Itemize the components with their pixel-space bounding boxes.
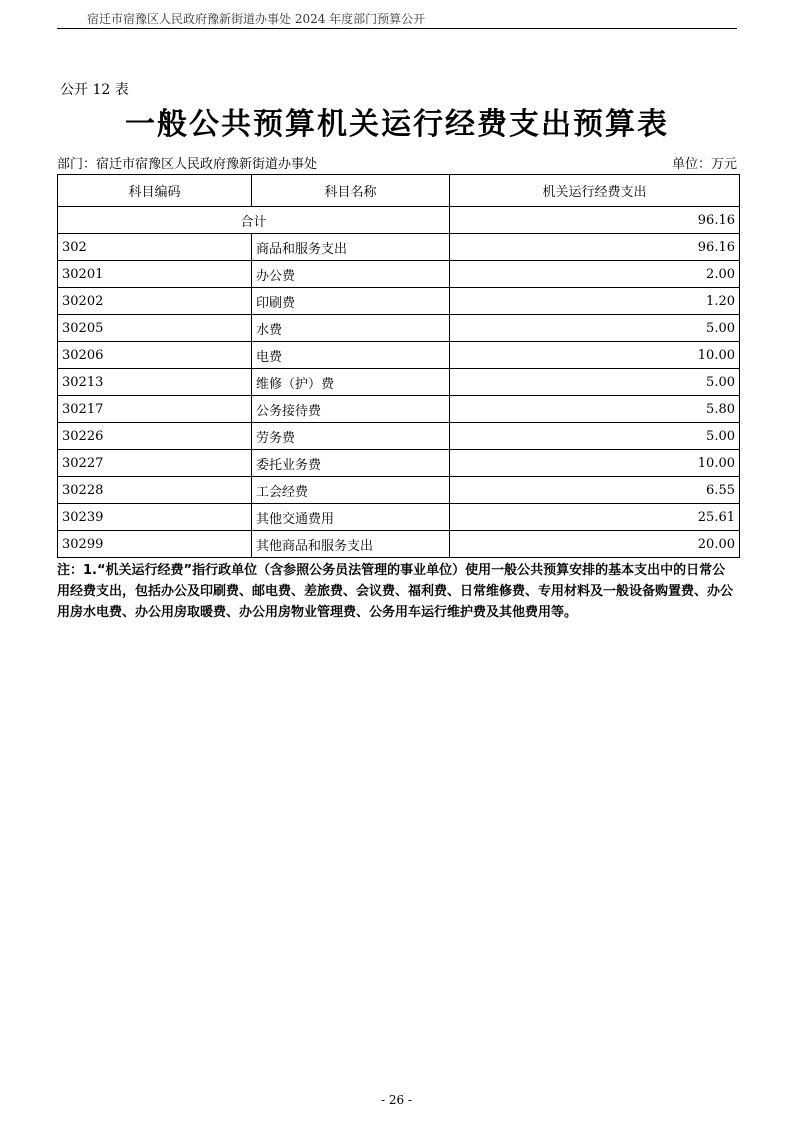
budget-table bbox=[57, 174, 740, 558]
row-name: 水费 bbox=[252, 315, 450, 342]
table-row bbox=[58, 288, 740, 315]
total-label: 合计 bbox=[58, 207, 450, 234]
column-header-name: 科目名称 bbox=[252, 175, 450, 207]
row-amount: 2.00 bbox=[450, 261, 740, 288]
row-amount: 96.16 bbox=[450, 234, 740, 261]
row-amount: 5.00 bbox=[450, 369, 740, 396]
header-rule bbox=[57, 28, 737, 29]
row-name: 维修（护）费 bbox=[252, 369, 450, 396]
row-code: 30299 bbox=[58, 531, 252, 558]
department-line bbox=[57, 153, 737, 172]
row-code: 30201 bbox=[58, 261, 252, 288]
row-amount: 6.55 bbox=[450, 477, 740, 504]
row-code: 30217 bbox=[58, 396, 252, 423]
row-amount: 5.80 bbox=[450, 396, 740, 423]
row-amount: 10.00 bbox=[450, 342, 740, 369]
page-title: 一般公共预算机关运行经费支出预算表 bbox=[125, 107, 669, 142]
table-row bbox=[58, 315, 740, 342]
row-code: 30239 bbox=[58, 504, 252, 531]
row-name: 办公费 bbox=[252, 261, 450, 288]
row-code: 30213 bbox=[58, 369, 252, 396]
row-code: 30206 bbox=[58, 342, 252, 369]
row-name: 工会经费 bbox=[252, 477, 450, 504]
row-name: 其他交通费用 bbox=[252, 504, 450, 531]
table-row bbox=[58, 234, 740, 261]
row-amount: 10.00 bbox=[450, 450, 740, 477]
running-header: 宿迁市宿豫区人民政府豫新街道办事处 2024 年度部门预算公开 bbox=[87, 12, 426, 26]
department-label: 部门：宿迁市宿豫区人民政府豫新街道办事处 bbox=[57, 157, 318, 172]
row-amount: 5.00 bbox=[450, 315, 740, 342]
row-code: 30227 bbox=[58, 450, 252, 477]
row-name: 公务接待费 bbox=[252, 396, 450, 423]
row-code: 30226 bbox=[58, 423, 252, 450]
table-row bbox=[58, 450, 740, 477]
row-name: 劳务费 bbox=[252, 423, 450, 450]
table-row bbox=[58, 531, 740, 558]
row-amount: 25.61 bbox=[450, 504, 740, 531]
row-name: 印刷费 bbox=[252, 288, 450, 315]
row-code: 30205 bbox=[58, 315, 252, 342]
total-row bbox=[58, 207, 740, 234]
table-header-row bbox=[58, 175, 740, 207]
row-code: 30228 bbox=[58, 477, 252, 504]
unit-label: 单位：万元 bbox=[671, 157, 737, 172]
row-amount: 1.20 bbox=[450, 288, 740, 315]
table-row bbox=[58, 504, 740, 531]
table-code: 公开 12 表 bbox=[60, 82, 129, 98]
page-number: - 26 - bbox=[380, 1093, 412, 1107]
table-row bbox=[58, 261, 740, 288]
total-amount: 96.16 bbox=[450, 207, 740, 234]
table-row bbox=[58, 369, 740, 396]
column-header-code: 科目编码 bbox=[58, 175, 252, 207]
table-body bbox=[58, 207, 740, 558]
table-row bbox=[58, 342, 740, 369]
table-row bbox=[58, 477, 740, 504]
row-name: 其他商品和服务支出 bbox=[252, 531, 450, 558]
table-row bbox=[58, 396, 740, 423]
row-code: 302 bbox=[58, 234, 252, 261]
table-row bbox=[58, 423, 740, 450]
row-amount: 20.00 bbox=[450, 531, 740, 558]
row-amount: 5.00 bbox=[450, 423, 740, 450]
column-header-amount: 机关运行经费支出 bbox=[450, 175, 740, 207]
row-name: 商品和服务支出 bbox=[252, 234, 450, 261]
row-code: 30202 bbox=[58, 288, 252, 315]
footnote: 注：1.“机关运行经费”指行政单位（含参照公务员法管理的事业单位）使用一般公共预算安排的基本支出中的日常公用经费支出，包括办公及印刷费、邮电费、差旅费、会议费、福利费、日常维修费、专用材料及一般设备购置费、办公用房水电费、办公用房取暖费、办公用房物业管理费、公务用车运行维护费及其他费用等。 bbox=[57, 563, 734, 620]
row-name: 电费 bbox=[252, 342, 450, 369]
row-name: 委托业务费 bbox=[252, 450, 450, 477]
